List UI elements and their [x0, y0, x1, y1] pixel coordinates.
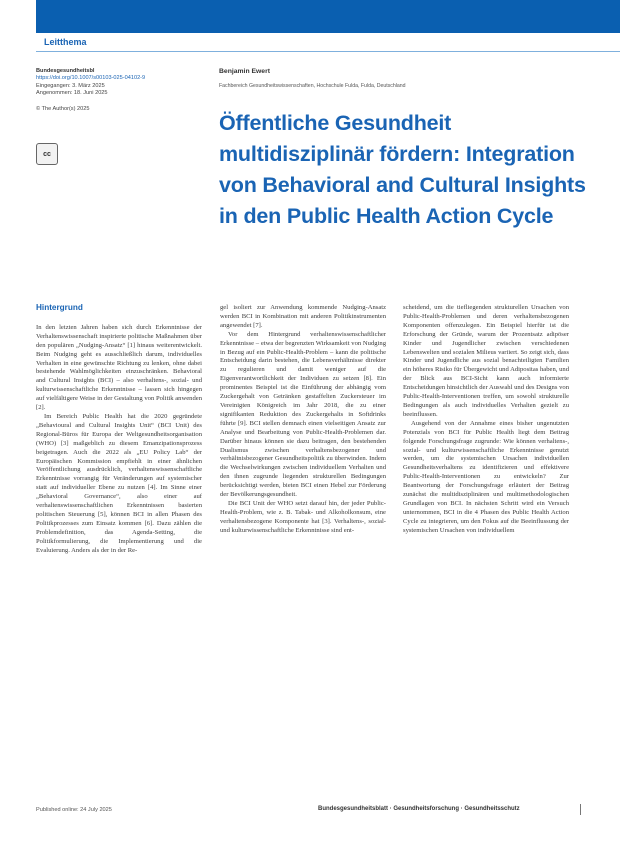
paragraph: scheidend, um die tiefliegenden strukturellen Ursachen von Public-Health-Problemen und deren verhaltensbezogenen Komponenten offenzulegen. Ein Beispiel hierfür ist die Erforschung der Gründe, warum der Prozentsatz adipöser Kinder und Jugendlicher zwischen verschiedenen Lebenswelten und sozialen Milieus variiert. So zeigt sich, dass Kinder und Jugendliche aus sozial benachteiligten Familien ein höheres Risiko für Übergewicht und Adipositas haben, und der Blick aus BCI-Sicht kann auch informierte Entscheidungen hinsichtlich der Auswahl und des Designs von Public-Health-Interventionen treffen, um sowohl strukturelle Bedingungen als auch individuelles Verhalten gezielt zu beeinflussen. — [403, 304, 569, 418]
section-heading: Hintergrund — [36, 303, 83, 312]
article-title: Öffentliche Gesundheit multidisziplinär fördern: Integration von Behavioral and Cultural Insights in den Public Health Action Cycle — [219, 111, 586, 228]
paragraph: gel isoliert zur Anwendung kommende Nudging-Ansatz werden BCI in Kombination mit anderen Politikinstrumenten angewendet [7]. — [220, 304, 386, 329]
rubric-label: Leitthema — [44, 37, 87, 47]
page-marker — [580, 804, 581, 815]
published-online: Published online: 24 July 2025 — [36, 807, 112, 813]
open-access-icon[interactable]: cc — [36, 143, 58, 165]
body-column-2 — [220, 304, 386, 536]
paragraph: Ausgehend von der Annahme eines bisher ungenutzten Potenzials von BCI für Public Health liegt dem Beitrag folgende Forschungsfrage zugrunde: Wie können verhaltens-, sozial- und kulturwissenschaftliche Erkenntnisse genutzt werden, um die systemischen Ursachen individuellen Gesundheitsverhaltens zu identifizieren und effektivere Public-Health-Interventionen zu entwickeln? Zur Beantwortung der Forschungsfrage erläutert der Beitrag zunächst die multidisziplinären und multimethodologischen Grundlagen von BCI. In nächsten Schritt wird ein Versuch unternommen, BCI in die 4 Phasen des Public Health Action Cycle zu integrieren, um den Fokus auf die Beeinflussung der systemischen Ursachen von individuellem — [403, 419, 569, 534]
copyright-notice: © The Author(s) 2025 — [36, 105, 90, 112]
article-meta — [36, 68, 216, 113]
author-name: Benjamin Ewert — [219, 68, 270, 75]
body-column-3 — [403, 304, 569, 536]
body-column-1 — [36, 304, 202, 555]
doi-link[interactable]: https://doi.org/10.1007/s00103-025-04102-9 — [36, 75, 146, 82]
journal-name: Bundesgesundheitsbl — [36, 68, 95, 74]
paragraph: Im Bereich Public Health hat die 2020 gegründete „Behavioural and Cultural Insights Unit“ (BCI Unit) des Regional-Büros für Europa der Weltgesundheitsorganisation (WHO) [3] maßgeblich zu diesem Emanzipationsprozess beigetragen. Auch die 2022 als „EU Policy Lab“ der Europäischen Kommission empfiehlt in einer ähnlichen Veröffentlichung ausdrücklich, verhaltenswissenschaftliche Erkenntnisse vorrangig für Veränderungen auf systemischer statt auf individueller Ebene zu nutzen [4]. Im Sinne einer „Behavioral Governance“, also einer auf verhaltenswissenschaftlichen Erkenntnissen basierten politischen Steuerung [5], können BCI in allen Phasen des Politikprozesses zum Einsatz kommen [6]. Dazu zählen die Problemdefinition, das Agenda-Setting, die Politikformulierung, die Implementierung und die Evaluierung. Anders als der in der Re- — [36, 412, 202, 554]
journal-header-bar — [36, 0, 620, 33]
rubric-bar — [36, 33, 620, 52]
accepted-date: Angenommen: 18. Juni 2025 — [36, 90, 108, 97]
paragraph: In den letzten Jahren haben sich durch Erkenntnisse der Verhaltenswissenschaft inspirierte politische Maßnahmen über den populären „Nudging-Ansatz“ [1] hinaus weiterentwickelt. Beim Nudging geht es ausschließlich darum, individuelles Verhalten in eine gewünschte Richtung zu lenken, ohne dabei bestehende Wahlmöglichkeiten einzuschränken. Behavioral and Cultural Insights (BCI) – also verhaltens-, sozial- und kulturwissenschaftliche Erkenntnisse – lassen sich hingegen auf vielfältigere Weise in der Gestaltung von Politik anwenden [2]. — [36, 323, 202, 412]
paragraph: Die BCI Unit der WHO setzt darauf hin, der jeder Public-Health-Problem, wie z. B. Tabak- und Alkoholkonsum, eine verhaltensbezogene Komponente hat [3]. Verhaltens-, sozial- und kulturwissenschaftliche Erkenntnisse sind ent- — [220, 499, 386, 534]
footer-journal-title: Bundesgesundheitsblatt · Gesundheitsforschung · Gesundheitsschutz — [318, 806, 520, 812]
author-affiliation: Fachbereich Gesundheitswissenschaften, Hochschule Fulda, Fulda, Deutschland — [219, 83, 406, 89]
received-date: Eingegangen: 3. März 2025 — [36, 82, 105, 89]
paragraph: Vor dem Hintergrund verhaltenswissenschaftlicher Erkenntnisse – etwa der begrenzten Wirksamkeit von Nudging in Bezug auf ein Public-Health-Problem – kann die politische Entscheidung darin bestehen, die Lebensverhältnisse direkter zu regulieren und damit weniger auf die Eigenverantwortlichkeit der Individuen zu setzen [8]. Ein prominentes Beispiel ist die Einführung der abhängig vom Zuckergehalt von Getränken gestaffelten Zuckersteuer im Vereinigten Königreich im Jahr 2018, die zu einer signifikanten Reduktion des Zuckergehalts in Softdrinks führte [9]. BCI stellen demnach einen vielseitigen Ansatz zur Analyse und Bearbeitung von Public-Health-Problemen dar. Darüber hinaus können sie dazu beitragen, den bestehenden Dualismus zwischen verhaltensbezogener und verhältnisbezogener Gesundheitspolitik zu überwinden. Indem die Wechselwirkungen zwischen individuellem Verhalten und den ihnen zugrunde liegenden strukturellen Bedingungen berücksichtigt werden, bieten BCI einen Hebel zur Förderung der Bevölkerungsgesundheit. — [220, 330, 386, 499]
footer-journal-line — [318, 806, 520, 812]
